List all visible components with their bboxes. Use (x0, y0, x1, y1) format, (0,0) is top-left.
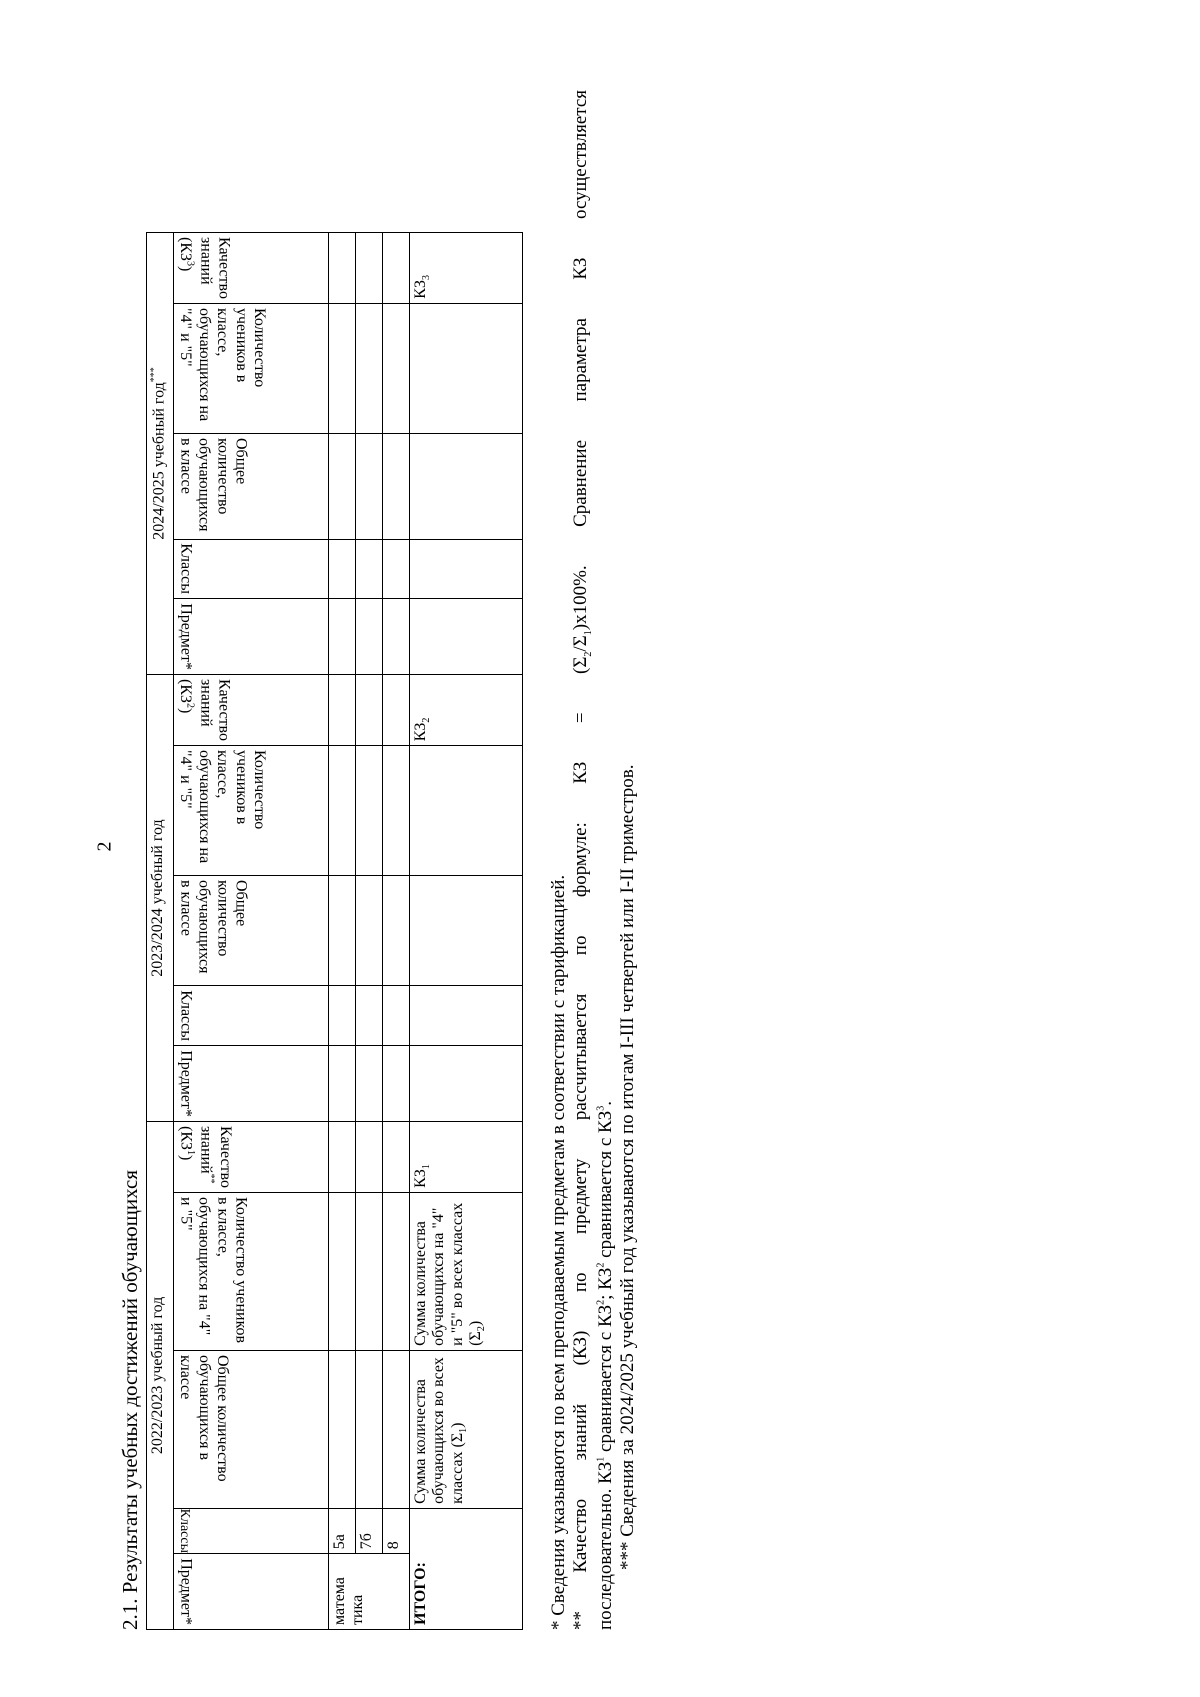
table-row (329, 232, 356, 1629)
class-cell: 5а (329, 1508, 356, 1553)
year-2024-header: 2024/2025 учебный год*** (147, 232, 174, 675)
table-row (356, 232, 383, 1629)
totals-row (410, 232, 523, 1629)
class-cell: 7б (356, 1508, 383, 1553)
col-subject-2: Предмет* (174, 1045, 329, 1121)
footnote-3: *** Сведения за 2024/2025 учебный год указываются по итогам I-III четвертей или I-II триместров. (617, 764, 639, 1570)
year-2023-header: 2023/2024 учебный год (147, 675, 174, 1122)
col-total: Общее количество обучающихся в классе (174, 1350, 329, 1508)
col-quality-2: Качество знаний $(КЗ^2)$ (174, 675, 329, 746)
col-classes-3: Классы (174, 539, 329, 599)
footnotes (548, 90, 640, 1630)
col-total-2: Общее количество обучающихся в классе (174, 876, 329, 986)
year-2022-header: 2022/2023 учебный год (147, 1121, 174, 1629)
col-good: Количество учеников в классе, обучающихся на "4" и "5" (174, 1192, 329, 1350)
table-row (383, 232, 410, 1629)
kz1-value: $КЗ_1$ (410, 1121, 523, 1192)
kz3-value: $КЗ_3$ (410, 232, 523, 303)
sum-total: Сумма количества обучающихся во всех классах $(\Sigma_1)$ (410, 1350, 523, 1508)
col-total-3: Общее количество обучающихся в классе (174, 433, 329, 539)
col-good-2: Количество учеников в классе, обучающихся на "4" и "5" (174, 746, 329, 876)
class-cell: 8 (383, 1508, 410, 1553)
achievements-table (146, 232, 523, 1630)
footnote-2-cont: последовательно. $КЗ^1$ сравнивается с $КЗ^2$; $КЗ^2$ сравнивается с $КЗ^3$. (595, 1101, 616, 1630)
footnote-2: ** Качество знаний (КЗ) по предмету рассчитывается по формуле: КЗ = $(\Sigma_2/\Sigma_1)х100\%$. Сравнение параметра КЗ осуществляется (570, 90, 595, 1630)
footnote-1: * Сведения указываются по всем преподаваемым предметам в соответствии с тарификацией. (548, 874, 569, 1630)
landscape-content (118, 70, 678, 1630)
col-quality-3: Качество знаний $(КЗ^3)$ (174, 232, 329, 303)
col-quality-1: Качество знаний** $(КЗ^1)$ (174, 1121, 329, 1192)
itogo-label: ИТОГО: (410, 1508, 523, 1629)
col-classes: Классы (174, 1508, 329, 1553)
col-subject: Предмет* (174, 1554, 329, 1630)
kz2-value: $КЗ_2$ (410, 675, 523, 746)
col-subject-3: Предмет* (174, 599, 329, 675)
section-title: 2.1. Результаты учебных достижений обучающихся (118, 1169, 142, 1630)
col-classes-2: Классы (174, 986, 329, 1046)
page-number: 2 (93, 841, 116, 852)
sum-good: Сумма количества обучающихся на "4" и "5" во всех классах $(\Sigma_2)$ (410, 1192, 523, 1350)
subject-cell: матема тика (329, 1554, 410, 1630)
col-good-3: Количество учеников в классе, обучающихся на "4" и "5" (174, 303, 329, 433)
